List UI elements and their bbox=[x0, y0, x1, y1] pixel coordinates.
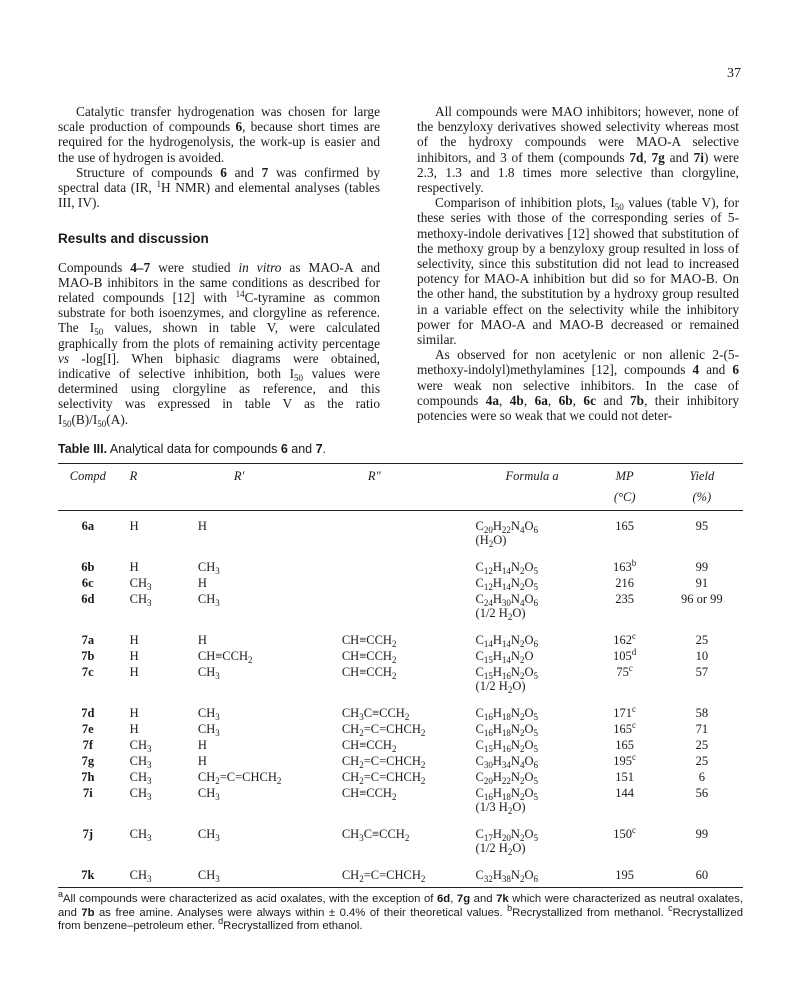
cell-r-prime: $CH\equiv CCH_2$ bbox=[197, 649, 253, 665]
cell-mp: 150$^c$ bbox=[613, 825, 637, 841]
cell-formula: $C_{12}H_{14}N_2O_5$ bbox=[475, 576, 538, 592]
header-r-dprime: R" bbox=[342, 464, 476, 488]
cell-r-dprime: $CH_3C\equiv CCH_2$ bbox=[341, 706, 410, 722]
cell-formula: $C_{16}H_{18}N_2O_5$ bbox=[475, 706, 538, 722]
table-row bbox=[58, 648, 743, 664]
cell-r: H bbox=[129, 560, 139, 574]
cell-yield: 91 bbox=[695, 576, 709, 590]
cell-formula: $C_{15}H_{14}N_2O$ bbox=[475, 649, 534, 665]
cell-r-dprime: $CH_2=C=CHCH_2$ bbox=[341, 770, 426, 786]
cell-compd: 7a bbox=[81, 633, 95, 647]
cell-r: H bbox=[129, 665, 139, 679]
table-row bbox=[58, 785, 743, 815]
header-compd: Compd bbox=[58, 464, 118, 488]
table-row bbox=[58, 591, 743, 621]
cell-compd: 7j bbox=[82, 827, 94, 841]
cell-r-dprime: $CH\equiv CCH_2$ bbox=[341, 633, 397, 649]
table-footnote: $^a$All compounds were characterized as acid oxalates, with the exception of 6d, 7g and 7k which were characterized as neutral oxalates, and 7b as free amine. Analyses were always within ± 0.4% of their theoretical values. $^b$Recrystallized from methanol. $^c$Recrystallized from benzene–petroleum ether. $^d$Recrystallized from ethanol. bbox=[58, 889, 743, 932]
cell-yield: 58 bbox=[695, 706, 709, 720]
cell-r-prime: $CH_3$ bbox=[198, 856, 342, 888]
cell-r-dprime: $CH_2=C=CHCH_2$ bbox=[341, 754, 426, 770]
cell-formula: $C_{16}H_{18}N_2O_5$ (1/3 $H_2O$) bbox=[475, 786, 538, 816]
cell-r: $CH_3$ bbox=[129, 770, 152, 786]
cell-mp: 144 bbox=[615, 786, 635, 800]
cell-mp: 235 bbox=[615, 592, 635, 606]
cell-r-prime: $CH_3$ bbox=[197, 786, 220, 802]
header-mp-unit: (°C) bbox=[589, 487, 661, 511]
table-caption-text: Analytical data for compounds 6 and 7. bbox=[109, 442, 327, 456]
table-row bbox=[58, 769, 743, 785]
cell-r-dprime: $CH\equiv CCH_2$ bbox=[341, 665, 397, 681]
cell-yield: 25 bbox=[695, 754, 709, 768]
cell-r-dprime: $CH\equiv CCH_2$ bbox=[341, 649, 397, 665]
page-number: 37 bbox=[727, 66, 741, 81]
cell-r-dprime bbox=[342, 591, 476, 621]
table-row bbox=[58, 815, 743, 856]
cell-yield: 6 bbox=[698, 770, 705, 784]
cell-formula: $C_{24}H_{30}N_4O_6$ (1/2 $H_2O$) bbox=[475, 592, 538, 622]
cell-mp: 163$^b$ bbox=[613, 558, 637, 574]
table-row bbox=[58, 548, 743, 575]
cell-formula: $C_{17}H_{20}N_2O_5$ (1/2 $H_2O$) bbox=[475, 827, 538, 857]
cell-yield: 96 or 99 bbox=[680, 592, 723, 606]
cell-r-prime: $CH_2=C=CHCH_2$ bbox=[197, 770, 282, 786]
cell-compd: 7b bbox=[81, 649, 95, 663]
cell-formula: $C_{12}H_{14}N_2O_5$ bbox=[475, 560, 538, 576]
cell-formula: $C_{20}H_{22}N_2O_5$ bbox=[475, 770, 538, 786]
cell-yield: 25 bbox=[695, 633, 709, 647]
cell-mp: 105$^d$ bbox=[613, 647, 637, 663]
cell-r: $CH_3$ bbox=[129, 754, 152, 770]
cell-compd: 6b bbox=[81, 560, 95, 574]
cell-r-prime: H bbox=[197, 633, 207, 647]
table-row bbox=[58, 664, 743, 694]
cell-yield: 60 bbox=[661, 856, 743, 888]
cell-compd: 6c bbox=[81, 576, 94, 590]
cell-mp: 216 bbox=[615, 576, 635, 590]
cell-yield: 56 bbox=[695, 786, 709, 800]
cell-compd: 7f bbox=[82, 738, 94, 752]
cell-r-dprime bbox=[342, 548, 476, 575]
table-row bbox=[58, 511, 743, 549]
cell-compd: 7i bbox=[82, 786, 93, 800]
left-paragraph-2: Structure of compounds 6 and 7 was confirmed by spectral data (IR, $^1$H NMR) and elemental analyses (tables III, IV). bbox=[58, 164, 380, 211]
cell-r-prime: $CH_3$ bbox=[197, 706, 220, 722]
cell-mp: 165 bbox=[615, 738, 635, 752]
table-row bbox=[58, 856, 743, 888]
cell-r: H bbox=[129, 706, 139, 720]
cell-r: H bbox=[129, 519, 139, 533]
cell-formula: $C_{15}H_{16}N_2O_5$ (1/2 $H_2O$) bbox=[475, 665, 538, 695]
cell-r: $CH_3$ bbox=[129, 738, 152, 754]
analytical-data-table bbox=[58, 463, 743, 888]
cell-compd: 6d bbox=[81, 592, 95, 606]
cell-yield: 25 bbox=[695, 738, 709, 752]
cell-formula: $C_{20}H_{22}N_4O_6$ $(H_2O)$ bbox=[475, 519, 538, 549]
table-label: Table III. bbox=[58, 442, 108, 456]
cell-r: $CH_3$ bbox=[129, 576, 152, 592]
table-row bbox=[58, 694, 743, 721]
cell-formula: $C_{14}H_{14}N_2O_6$ bbox=[475, 633, 538, 649]
table-row bbox=[58, 621, 743, 648]
cell-formula: $C_{15}H_{16}N_2O_5$ bbox=[475, 738, 538, 754]
header-r: R bbox=[118, 464, 198, 488]
cell-r-dprime: $CH_2=C=CHCH_2$ bbox=[342, 856, 476, 888]
cell-formula: $C_{32}H_{38}N_2O_6$ bbox=[476, 856, 589, 888]
table-iii bbox=[58, 442, 743, 934]
cell-mp: 75$^c$ bbox=[616, 663, 633, 679]
cell-r: H bbox=[129, 649, 139, 663]
cell-r-prime: $CH_3$ bbox=[197, 560, 220, 576]
cell-mp: 162$^c$ bbox=[613, 631, 637, 647]
cell-r-dprime: $CH_2=C=CHCH_2$ bbox=[341, 722, 426, 738]
left-column bbox=[58, 104, 380, 427]
cell-yield: 71 bbox=[695, 722, 709, 736]
cell-mp: 195 bbox=[589, 856, 661, 888]
cell-r-prime: $CH_3$ bbox=[197, 827, 220, 843]
cell-r-dprime: $CH\equiv CCH_2$ bbox=[341, 786, 397, 802]
right-paragraph-3: As observed for non acetylenic or non allenic 2-(5-methoxy-indolyl)methylamines [12], compounds 4 and 6 were weak non selective inhibitors. In the case of compounds 4a, 4b, 6a, 6b, 6c and 7b, their inhibitory potencies were so weak that we could not deter- bbox=[417, 347, 740, 424]
cell-mp: 165$^c$ bbox=[613, 720, 637, 736]
cell-r: $CH_3$ bbox=[118, 856, 198, 888]
cell-r-prime: $CH_3$ bbox=[197, 722, 220, 738]
cell-r-dprime bbox=[342, 511, 476, 549]
table-row bbox=[58, 575, 743, 591]
left-paragraph-3: Compounds 4–7 were studied in vitro as MAO-A and MAO-B inhibitors in the same conditions as described for related compounds [12] with $^{14}$C-tyramine as common substrate for both isoenzymes, and clorgyline as reference. The $I_{50}$ values, shown in table V, were calculated graphically from the plots of remaining activity percentage vs -log[I]. When biphasic diagrams were obtained, indicative of selective inhibition, both $I_{50}$ values were determined using clorgyline as reference, and this selectivity was expressed in table V as the ratio $I_{50}(B)/I_{50}(A)$. bbox=[58, 259, 381, 429]
cell-r-dprime: $CH\equiv CCH_2$ bbox=[341, 738, 397, 754]
right-column bbox=[417, 104, 739, 423]
table-row bbox=[58, 721, 743, 737]
cell-r-prime: $CH_3$ bbox=[197, 592, 220, 608]
cell-yield: 95 bbox=[695, 519, 709, 533]
header-yield-unit: (%) bbox=[661, 487, 743, 511]
cell-r-dprime bbox=[342, 575, 476, 591]
header-formula: Formula a bbox=[476, 464, 589, 488]
table-row bbox=[58, 753, 743, 769]
cell-r: $CH_3$ bbox=[129, 827, 152, 843]
cell-compd: 7c bbox=[81, 665, 94, 679]
cell-yield: 10 bbox=[695, 649, 709, 663]
cell-yield: 99 bbox=[695, 827, 709, 841]
cell-mp: 165 bbox=[615, 519, 635, 533]
left-paragraph-1: Catalytic transfer hydrogenation was chosen for large scale production of compounds 6, because short times are required for the hydrogenolysis, the work-up is easier and the use of hydrogen is avoided. bbox=[58, 104, 380, 165]
cell-r: H bbox=[129, 722, 139, 736]
cell-mp: 195$^c$ bbox=[613, 752, 637, 768]
cell-r-prime: H bbox=[197, 754, 207, 768]
header-r-prime: R' bbox=[198, 464, 342, 488]
cell-yield: 57 bbox=[695, 665, 709, 679]
cell-compd: 6a bbox=[81, 519, 95, 533]
cell-r: H bbox=[129, 633, 139, 647]
header-yield: Yield bbox=[661, 464, 743, 488]
cell-compd: 7k bbox=[58, 856, 118, 888]
cell-r-prime: H bbox=[197, 576, 207, 590]
cell-compd: 7e bbox=[81, 722, 94, 736]
table-row bbox=[58, 737, 743, 753]
right-paragraph-1: All compounds were MAO inhibitors; however, none of the benzyloxy derivatives showed selectivity whereas most of the hydroxy compounds were MAO-A selective inhibitors, and 3 of them (compounds 7d, 7g and 7i) were 2.3, 1.3 and 1.8 times more selective than clorgyline, respectively. bbox=[417, 104, 739, 196]
cell-compd: 7g bbox=[81, 754, 95, 768]
cell-yield: 99 bbox=[695, 560, 709, 574]
cell-compd: 7h bbox=[81, 770, 95, 784]
header-mp: MP bbox=[589, 464, 661, 488]
cell-r-prime: H bbox=[197, 519, 207, 533]
section-heading: Results and discussion bbox=[58, 231, 209, 247]
cell-compd: 7d bbox=[81, 706, 95, 720]
cell-r-dprime: $CH_3C\equiv CCH_2$ bbox=[341, 827, 410, 843]
table-caption bbox=[58, 442, 743, 456]
cell-formula: $C_{16}H_{18}N_2O_5$ bbox=[475, 722, 538, 738]
right-paragraph-2: Comparison of inhibition plots, $I_{50}$ values (table V), for these series with those of the corresponding series of 5-methoxy-indole derivatives [12] showed that substitution of the methoxy group by a benzyloxy group resulted in loss of selectivity, since this substitution did not lead to increased potency for MAO-A inhibition but did so for MAO-B. On the other hand, the substitution by a hydroxy group resulted in a variable effect on the selectivity while the inhibitory power for MAO-A and MAO-B decreased or remained similar. bbox=[417, 195, 739, 348]
cell-r: $CH_3$ bbox=[129, 786, 152, 802]
cell-r-prime: $CH_3$ bbox=[197, 665, 220, 681]
cell-r: $CH_3$ bbox=[129, 592, 152, 608]
cell-formula: $C_{30}H_{34}N_4O_6$ bbox=[475, 754, 538, 770]
cell-mp: 171$^c$ bbox=[613, 704, 637, 720]
cell-mp: 151 bbox=[615, 770, 635, 784]
cell-r-prime: H bbox=[197, 738, 207, 752]
